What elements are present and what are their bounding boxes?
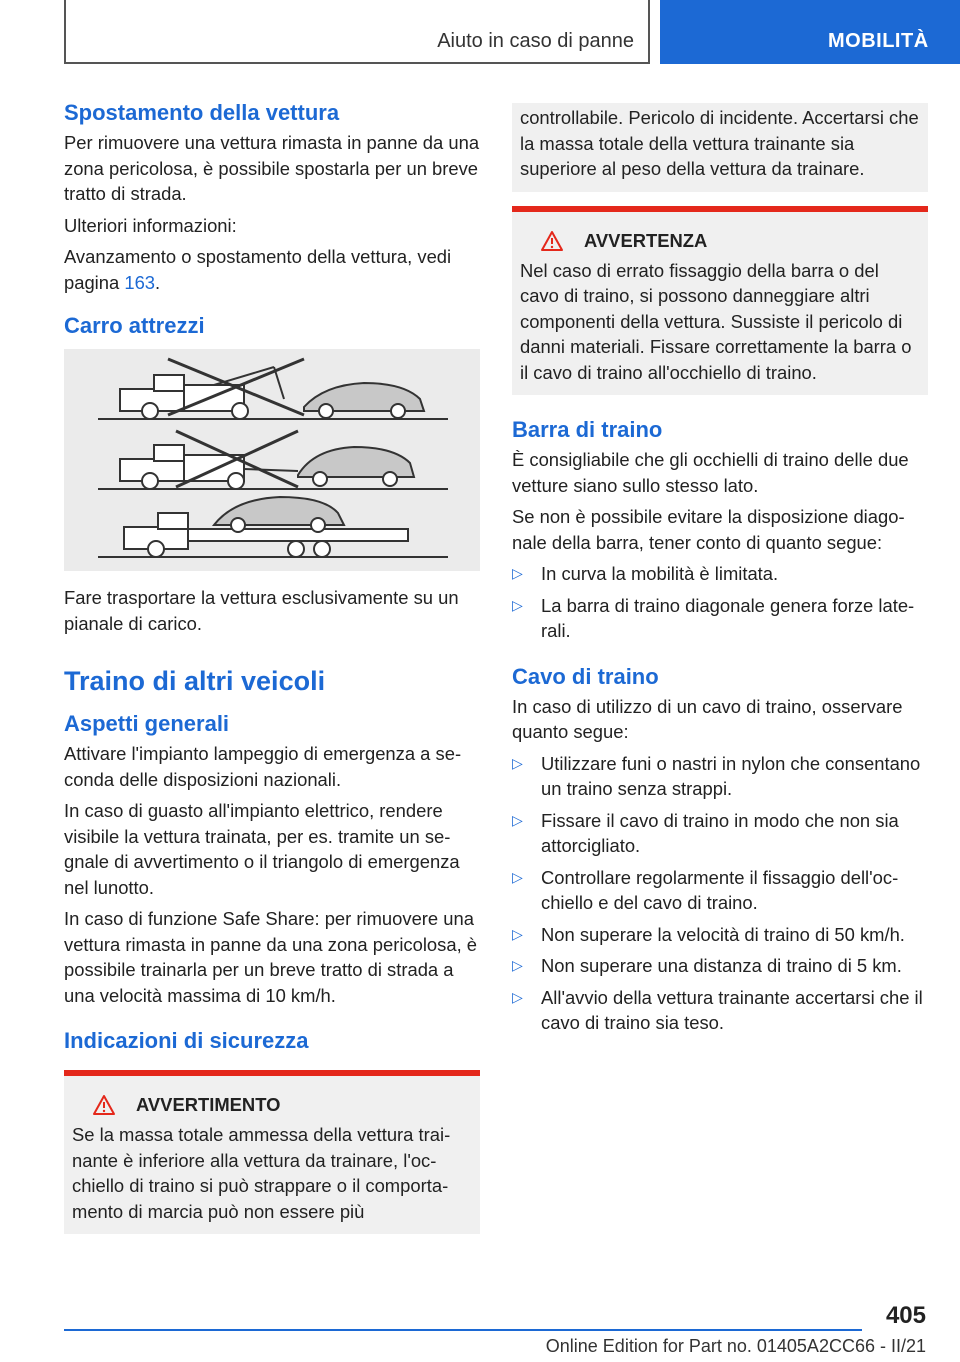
list-item: ▷ Utilizzare funi o nastri in nylon che consentano un traino senza strappi.	[512, 752, 921, 799]
warning-box-avvertimento	[64, 1070, 480, 1234]
header-chapter-title: MOBILITÀ	[828, 30, 929, 52]
para-avanzamento: Avanzamento o spostamento della vettura, vedi pagina 163.	[64, 246, 452, 293]
list-item: ▷ Non superare una distanza di traino di 5 km.	[512, 953, 928, 979]
tow-truck-illustration	[64, 349, 480, 571]
para-ulteriori: Ulteriori informazioni:	[64, 214, 237, 236]
triangle-right-icon: ▷	[512, 565, 523, 581]
list-item: ▷ Fissare il cavo di traino in modo che non sia attorcigliato.	[512, 809, 899, 856]
heading-cavo: Cavo di traino	[512, 663, 659, 689]
para-cavo: In caso di utilizzo di un cavo di traino, osservare quanto segue:	[512, 695, 903, 742]
triangle-right-icon: ▷	[512, 988, 523, 1005]
left-column	[64, 100, 480, 1256]
triangle-right-icon: ▷	[512, 754, 523, 771]
page-link-163[interactable]: 163	[124, 271, 156, 293]
header-section-box	[64, 0, 650, 64]
list-item: ▷ Non superare la velocità di traino di 50 km/h.	[512, 922, 928, 948]
triangle-right-icon: ▷	[512, 596, 523, 613]
heading-aspetti: Aspetti generali	[64, 711, 230, 736]
warning-box-avvertenza	[512, 206, 928, 396]
heading-carro: Carro attrezzi	[64, 313, 205, 338]
list-item: ▷ All'avvio della vettura trainante accertarsi che il cavo di traino sia teso.	[512, 986, 923, 1033]
right-column	[512, 103, 928, 1046]
para-aspetti-1: Attivare l'impianto lampeggio di emergenza a seconda delle disposizioni nazionali.	[64, 743, 462, 790]
page-number: 405	[885, 1302, 926, 1329]
warning-triangle-icon	[92, 1094, 116, 1116]
list-item: ▷ La barra di traino diagonale genera forze laterali.	[512, 594, 915, 641]
triangle-right-icon: ▷	[512, 868, 523, 885]
header-chapter-tab	[660, 0, 960, 64]
warning-triangle-icon	[540, 230, 564, 252]
warning-text-continued: controllabile. Pericolo di incidente. Accertarsi che la massa totale della vettura trainante sia superiore al peso della vettura da trainare.	[520, 107, 919, 179]
para-carro: Fare trasportare la vettura esclusivamente su un pianale di carico.	[64, 587, 459, 634]
para-aspetti-2: In caso di guasto all'impianto elettrico, rendere visibile la vettura trainata, per es. tramite un segnale di avvertimento o il triangolo di emergenza nel lunotto.	[64, 800, 460, 898]
list-item: ▷ Controllare regolarmente il fissaggio dell'occhiello e del cavo di traino.	[512, 866, 899, 913]
triangle-right-icon: ▷	[512, 811, 523, 828]
para-barra-2: Se non è possibile evitare la disposizione diagonale della barra, tener conto di quanto segue:	[512, 506, 905, 553]
para-aspetti-3: In caso di funzione Safe Share: per rimuovere una vettura rimasta in panne da una zona pericolosa, è possibile trainarla per un breve tratto di strada a una velocità massima di 10 km/h.	[64, 908, 478, 1006]
para-barra-1: È consigliabile che gli occhielli di traino delle due vetture siano sullo stesso lato.	[512, 449, 909, 496]
heading-sicurezza: Indicazioni di sicurezza	[64, 1028, 309, 1053]
heading-spostamento: Spostamento della vettura	[64, 100, 340, 125]
warning-title: AVVERTIMENTO	[136, 1094, 281, 1115]
para-spostamento: Per rimuovere una vettura rimasta in panne da una zona pericolosa, è possibile spostarla per un breve tratto di strada.	[64, 132, 480, 204]
triangle-right-icon: ▷	[512, 957, 523, 973]
warning-title: AVVERTENZA	[584, 229, 708, 251]
triangle-right-icon: ▷	[512, 925, 523, 942]
heading-traino: Traino di altri veicoli	[64, 666, 326, 696]
warning-box-continued	[512, 103, 928, 192]
footer-divider	[64, 1329, 862, 1331]
warning-text: Se la massa totale ammessa della vettura trainante è inferiore alla vettura da trainare, l'occhiello di traino si può strappare o il comportamento di marcia può non essere più	[72, 1124, 451, 1222]
list-barra	[512, 561, 928, 644]
header-section-title: Aiuto in caso di panne	[437, 30, 634, 52]
heading-barra: Barra di traino	[512, 417, 663, 442]
warning-text: Nel caso di errato fissaggio della barra o del cavo di traino, si possono danneggiare altri componenti della vettura. Sussiste il pericolo di danni materiali. Fissare correttamente la barra o il cavo di traino all'occhiello di traino.	[520, 259, 912, 383]
list-cavo	[512, 751, 928, 1036]
footer-edition: Online Edition for Part no. 01405A2CC66 - II/21	[545, 1336, 926, 1356]
tow-truck-drawing	[64, 349, 480, 571]
list-item: ▷ In curva la mobilità è limitata.	[512, 561, 928, 587]
